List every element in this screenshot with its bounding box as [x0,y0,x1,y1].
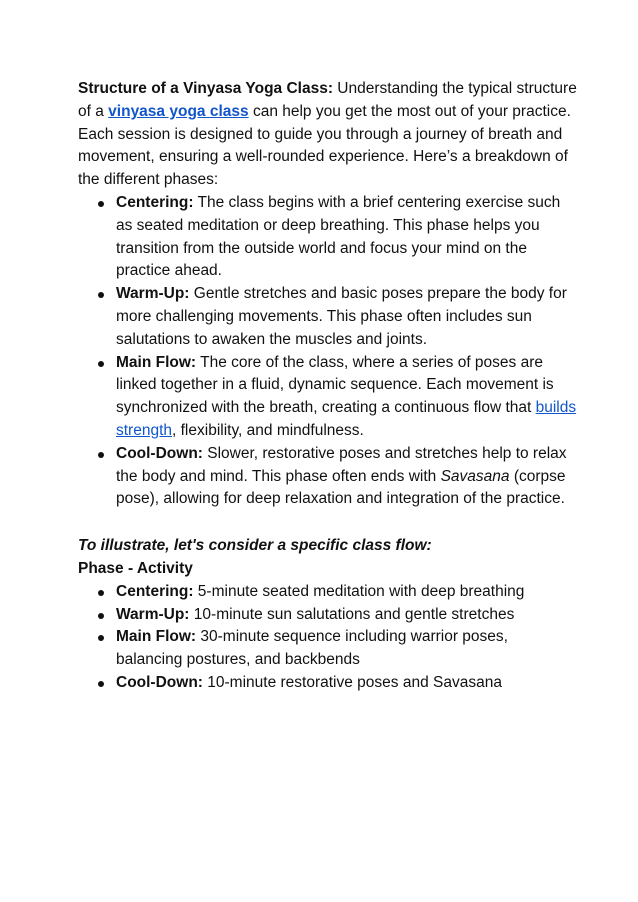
flow-item-cool-down [78,672,578,695]
phase-text-after-emphasis: (corpse pose), allowing for deep relaxation and integration of the practice. [116,467,566,508]
illustration-title: To illustrate, let's consider a specific class flow: [78,537,432,555]
flow-term: Main Flow: [116,628,197,646]
phase-text: The core of the class, where a series of poses are linked together in a fluid, dynamic sequence. Each movement is synchronized with the breath, creating a continuous flow that [116,353,554,417]
savasana-emphasis: Savasana [440,467,510,485]
list-item-warm-up [78,283,578,351]
phase-text: The class begins with a brief centering exercise such as seated meditation or deep breathing. This phase helps you transition from the outside world and focus your mind on the practice ahead. [116,193,561,280]
flow-text: 5-minute seated meditation with deep breathing [193,582,525,600]
phase-activity-heading: Phase - Activity [78,559,193,577]
intro-paragraph [78,78,578,192]
phase-text: Slower, restorative poses and stretches help to relax the body and mind. This phase often ends with [116,444,567,485]
phase-text-after-link: , flexibility, and mindfulness. [172,421,364,439]
phase-term: Centering: [116,193,194,211]
list-item-cool-down [78,443,578,511]
flow-term: Centering: [116,582,194,600]
flow-term: Warm-Up: [116,605,190,623]
phase-term: Main Flow: [116,353,197,371]
phase-text: Gentle stretches and basic poses prepare the body for more challenging movements. This phase often includes sun salutations to awaken the muscles and joints. [116,285,567,348]
phase-term: Cool-Down: [116,444,203,462]
phase-term: Warm-Up: [116,285,190,303]
flow-text: 10-minute restorative poses and Savasana [202,673,502,691]
intro-text-after-link: can help you get the most out of your practice. Each session is designed to guide you through a journey of breath and movement, ensuring a well-rounded experience. Here’s a breakdown of the different phases: [78,102,571,189]
flow-text: 10-minute sun salutations and gentle stretches [189,605,515,623]
class-flow-list [78,581,578,695]
list-item-centering [78,192,578,283]
flow-text: 30-minute sequence including warrior poses, balancing postures, and backbends [116,628,508,669]
vinyasa-yoga-class-link[interactable]: vinyasa yoga class [108,102,249,120]
builds-strength-link[interactable]: builds strength [116,399,577,439]
flow-term: Cool-Down: [116,673,203,691]
document-page [78,78,578,695]
phases-list [78,192,578,511]
flow-item-warm-up [78,604,578,627]
flow-item-centering [78,581,578,604]
intro-text-before-link: Understanding the typical structure of a [78,80,577,120]
intro-title: Structure of a Vinyasa Yoga Class: [78,80,333,97]
list-item-main-flow [78,352,578,443]
flow-item-main-flow [78,626,578,672]
